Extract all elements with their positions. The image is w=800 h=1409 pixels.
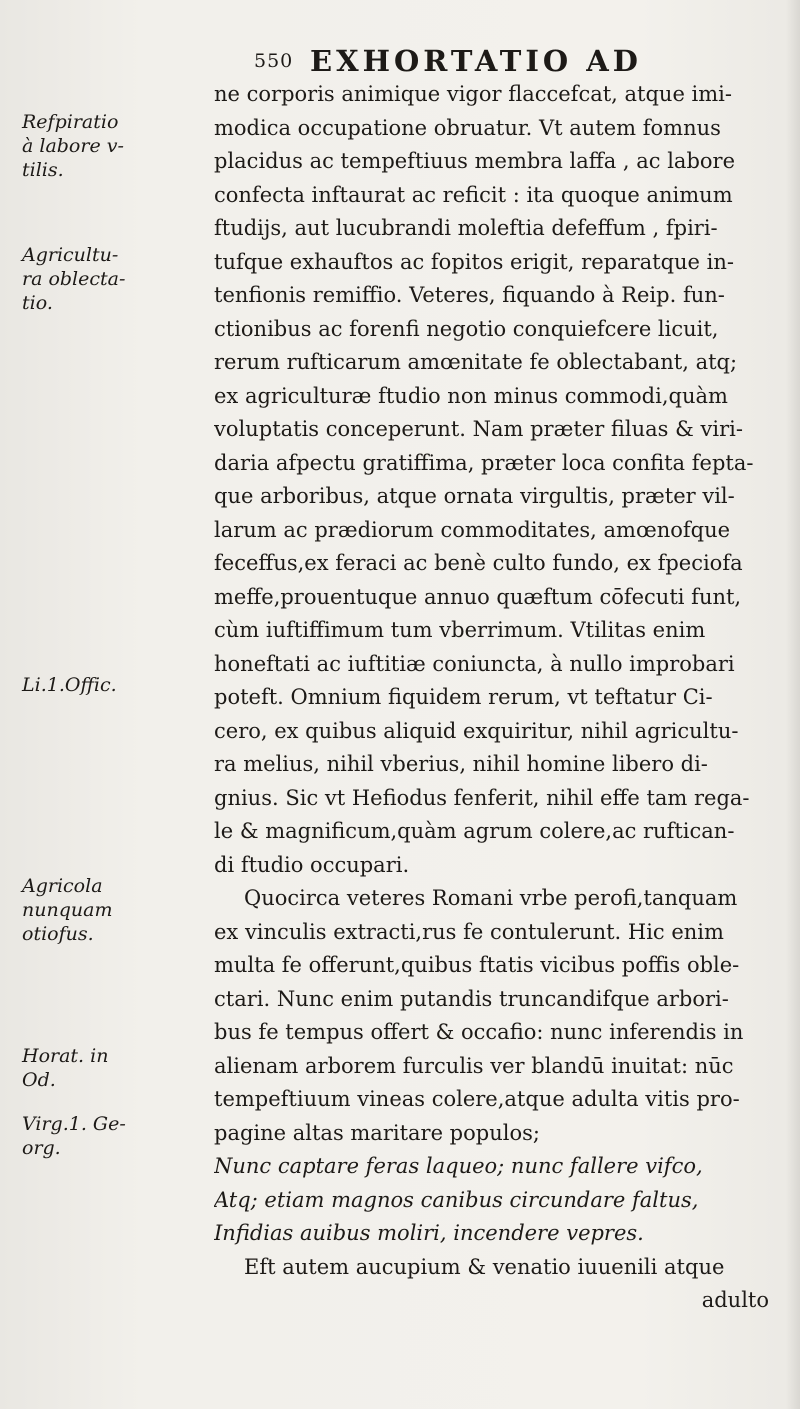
page-number: 550 <box>254 50 294 72</box>
margin-note-line: org. <box>22 1137 61 1159</box>
text-line: ex vinculis extracti,rus fe contulerunt. Hic enim <box>214 919 724 944</box>
text-line: honeftati ac iuftitiæ coniuncta, à nullo improbari <box>214 651 735 676</box>
text-line: ctari. Nunc enim putandis truncandifque arbori- <box>214 986 729 1011</box>
text-line: multa fe offerunt,quibus ftatis vicibus poffis oble- <box>214 953 740 977</box>
text-line: bus fe tempus offert & occafio: nunc inferendis in <box>214 1020 744 1044</box>
text-line: tenfionis remiffio. Veteres, fiquando à Reip. fun- <box>214 283 725 307</box>
text-line: tufque exhauftos ac fopitos erigit, reparatque in- <box>214 249 734 274</box>
text-line: di ftudio occupari. <box>214 852 410 877</box>
text-line: placidus ac tempeftiuus membra laffa , ac labore <box>214 149 735 173</box>
text-line: larum ac prædiorum commoditates, amœnofque <box>214 517 731 542</box>
text-line: Eft autem aucupium & venatio iuuenili atque <box>244 1254 725 1279</box>
text-line: Quocirca veteres Romani vrbe perofi,tanquam <box>244 886 738 910</box>
text-line: daria afpectu gratiffima, præter loca confita fepta- <box>214 450 754 475</box>
margin-note-line: Agricola <box>22 875 103 897</box>
margin-note-line: ra oblecta- <box>22 268 126 290</box>
text-line: meffe,prouentuque annuo quæftum cōfecuti funt, <box>214 584 742 609</box>
running-title: EXHORTATIO AD <box>310 44 642 78</box>
text-line: cùm iuftiffimum tum vberrimum. Vtilitas enim <box>214 618 706 642</box>
text-line: ra melius, nihil vberius, nihil homine libero di- <box>214 752 708 776</box>
text-line: le & magnificum,quàm agrum colere,ac ruftican- <box>214 819 735 843</box>
text-line: gnius. Sic vt Hefiodus fenferit, nihil effe tam rega- <box>214 785 750 810</box>
margin-note-line: Od. <box>22 1069 56 1091</box>
margin-note-line: tilis. <box>22 159 64 181</box>
margin-notes <box>0 0 200 1409</box>
running-header <box>254 40 734 80</box>
verse-line: Atq; etiam magnos canibus circundare faltus, <box>214 1187 699 1212</box>
margin-note-line: otiofus. <box>22 923 94 945</box>
text-line: feceffus,ex feraci ac benè culto fundo, ex fpeciofa <box>214 551 743 575</box>
margin-note-line: à labore v- <box>22 135 124 157</box>
text-line: modica occupatione obruatur. Vt autem fomnus <box>214 115 721 140</box>
margin-note-line: tio. <box>22 292 53 314</box>
text-line: ftudijs, aut lucubrandi moleftia defeffum , fpiri- <box>214 216 718 240</box>
margin-note-line: Agricultu- <box>22 244 119 266</box>
text-line: voluptatis conceperunt. Nam præter filuas & viri- <box>214 417 743 441</box>
verse-line: Infidias auibus moliri, incendere vepres. <box>214 1221 644 1245</box>
text-line: rerum rufticarum amœnitate fe oblectabant, atq; <box>214 350 738 374</box>
margin-note-respiratio <box>22 110 202 182</box>
margin-note-agricultura <box>22 243 202 315</box>
body-text <box>214 78 769 1318</box>
verse-line: Nunc captare feras laqueo; nunc fallere vifco, <box>214 1154 703 1178</box>
text-line: tempeftiuum vineas colere,atque adulta vitis pro- <box>214 1087 740 1111</box>
margin-note-horat <box>22 1044 202 1092</box>
text-line: poteft. Omnium fiquidem rerum, vt teftatur Ci- <box>214 685 713 709</box>
margin-note-line: Li.1.Offic. <box>22 674 117 696</box>
text-line: ne corporis animique vigor flaccefcat, atque imi- <box>214 82 732 106</box>
catchword: adulto <box>701 1288 769 1312</box>
text-line: alienam arborem furculis ver blandū inuitat: nūc <box>214 1053 734 1078</box>
margin-note-offic <box>22 673 202 697</box>
margin-note-line: Refpiratio <box>22 111 119 133</box>
text-line: que arboribus, atque ornata virgultis, præter vil- <box>214 484 735 508</box>
text-line: confecta inftaurat ac reficit : ita quoque animum <box>214 182 733 207</box>
text-line: ex agriculturæ ftudio non minus commodi,quàm <box>214 383 728 408</box>
margin-note-virg <box>22 1112 202 1160</box>
margin-note-line: nunquam <box>22 899 113 921</box>
text-line: cero, ex quibus aliquid exquiritur, nihil agricultu- <box>214 718 739 743</box>
text-line: ctionibus ac forenfi negotio conquiefcere licuit, <box>214 316 719 341</box>
margin-note-line: Virg.1. Ge- <box>22 1113 126 1135</box>
text-line: pagine altas maritare populos; <box>214 1120 540 1145</box>
margin-note-agricola <box>22 874 202 946</box>
margin-note-line: Horat. in <box>22 1045 109 1067</box>
page-edge-shadow <box>786 0 800 1409</box>
